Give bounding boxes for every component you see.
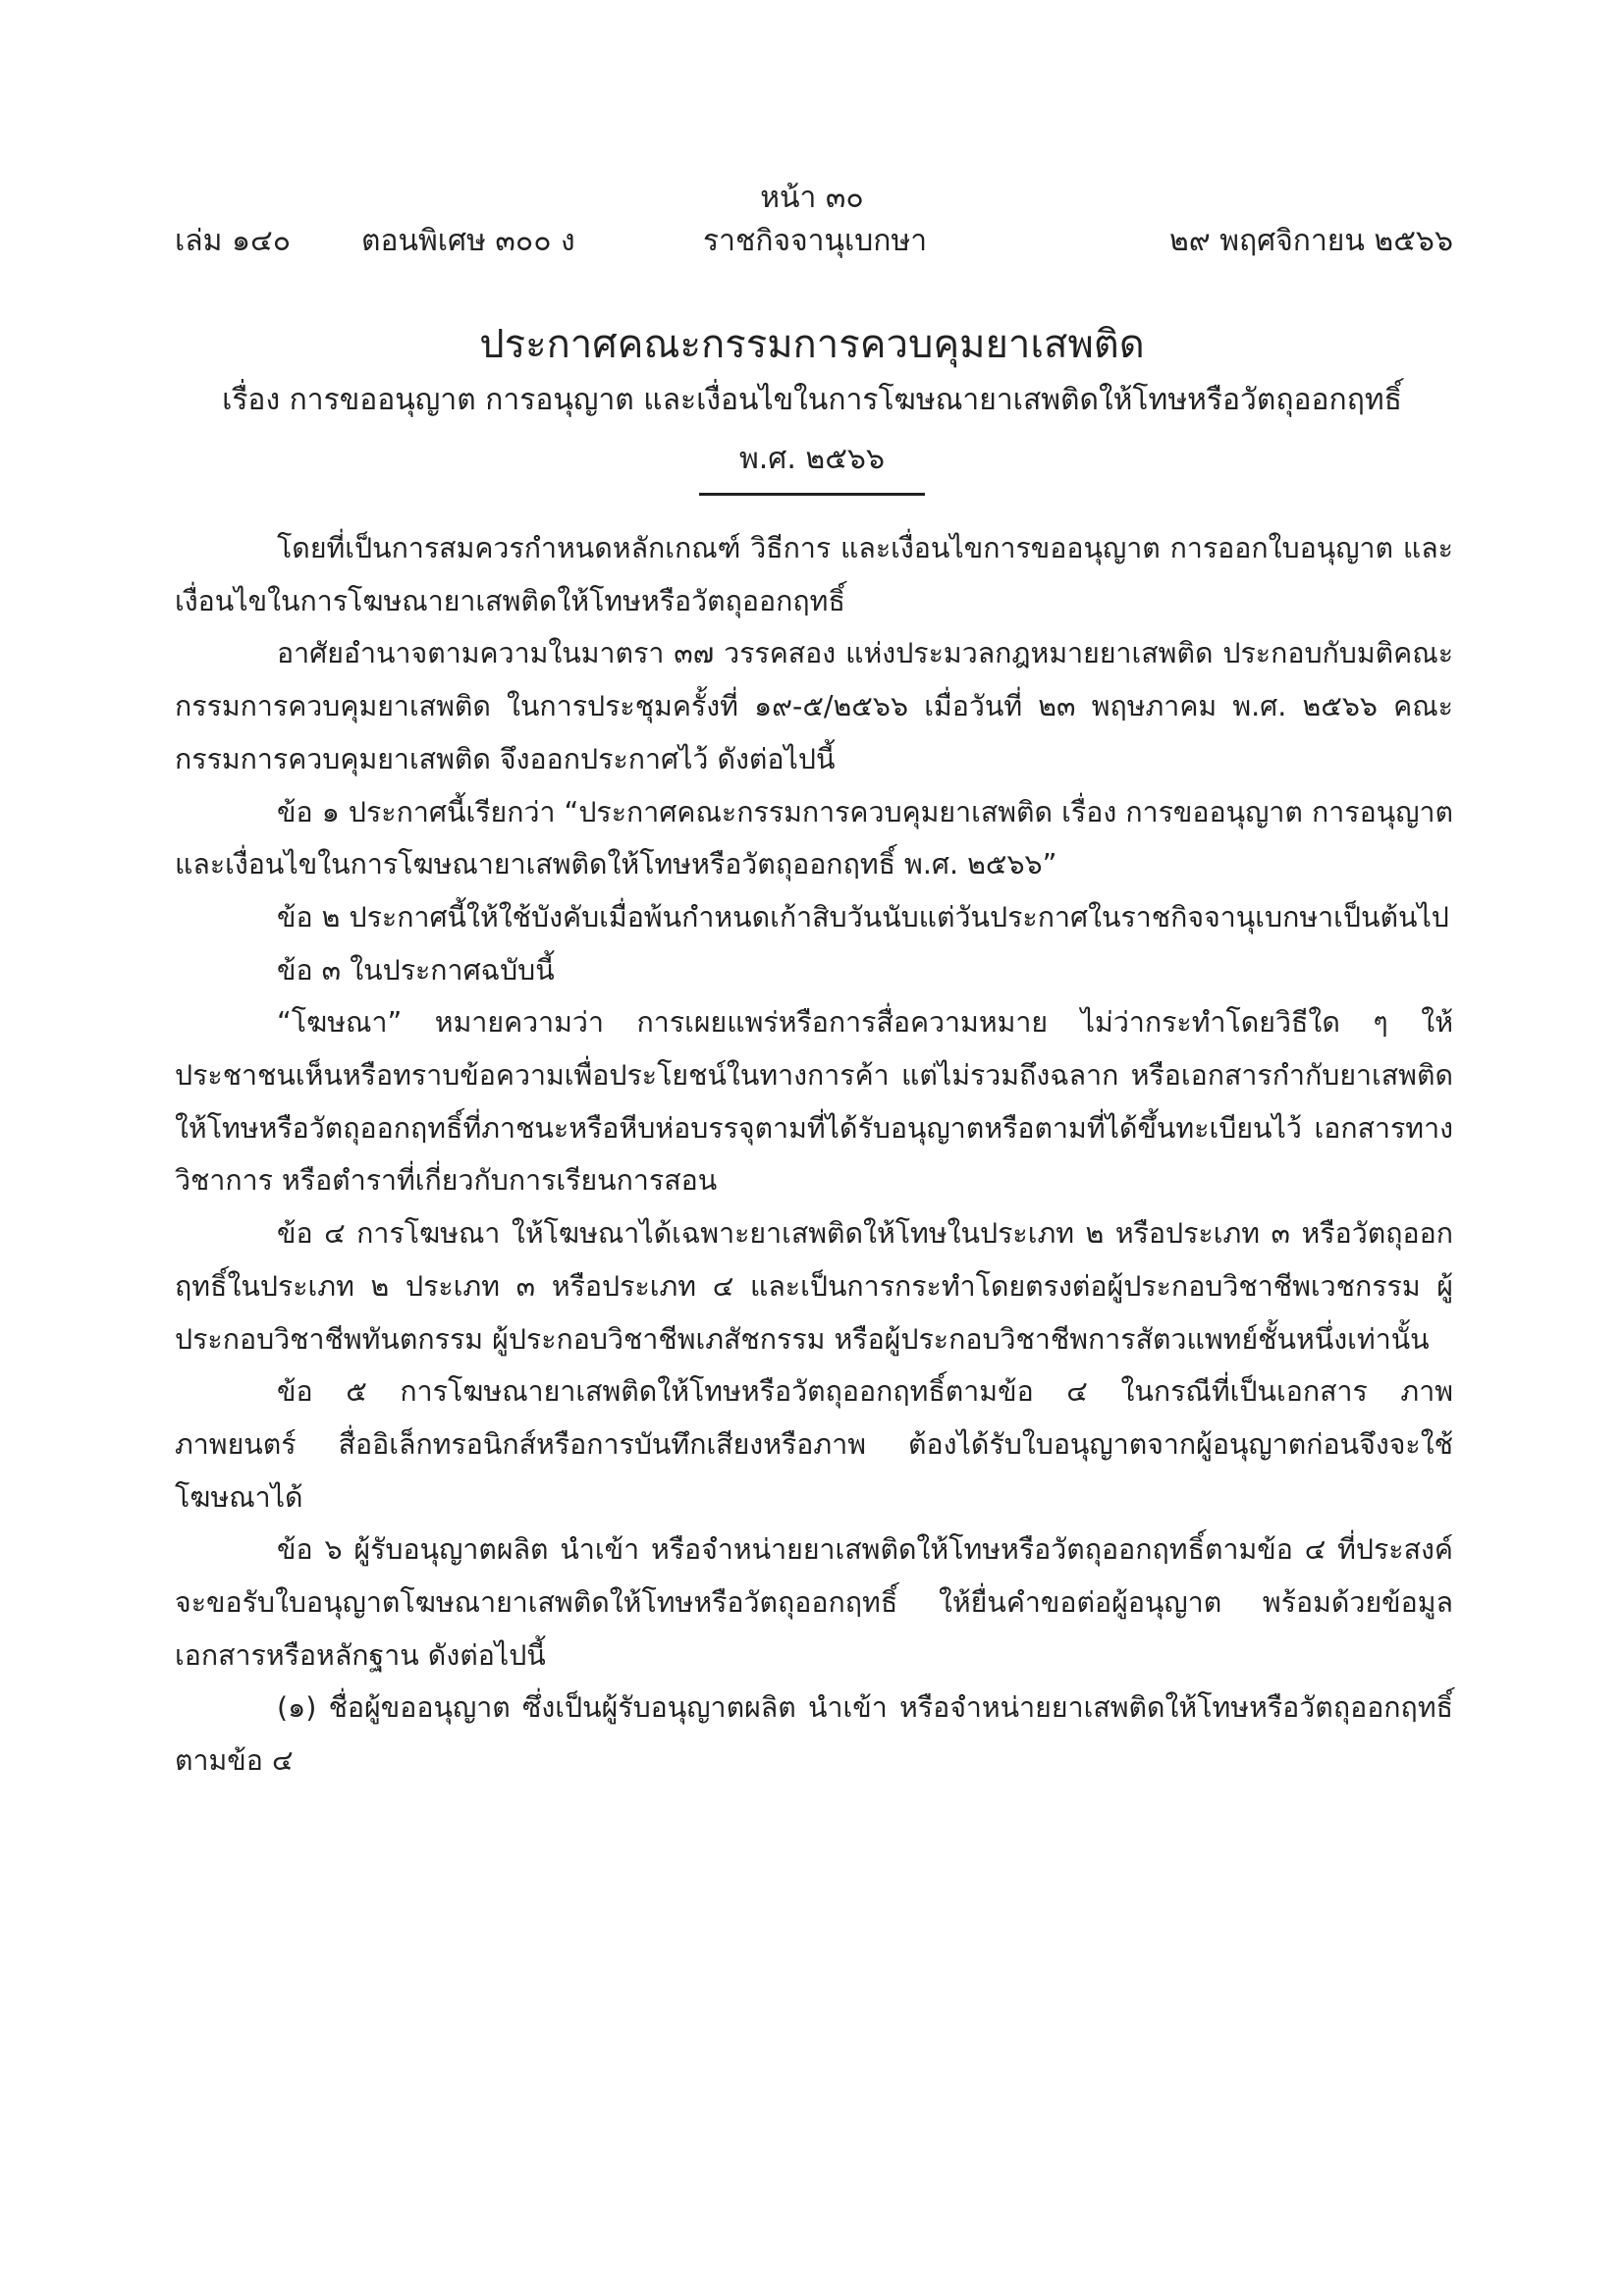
paragraph-clause-5: ข้อ ๕ การโฆษณายาเสพติดให้โทษหรือวัตถุออกฤทธิ์ตามข้อ ๔ ในกรณีที่เป็นเอกสาร ภาพ ภาพยนตร์ สื่ออิเล็กทรอนิกส์หรือการบันทึกเสียงหรือภาพ ต้องได้รับใบอนุญาตจากผู้อนุญาตก่อนจึงจะใช้โฆษณาได้ [175, 1375, 1453, 1514]
paragraph-clause-3: ข้อ ๓ ในประกาศฉบับนี้ [277, 953, 555, 987]
title-divider [699, 493, 925, 496]
paragraph-definition: “โฆษณา” หมายความว่า การเผยแพร่หรือการสื่อความหมาย ไม่ว่ากระทำโดยวิธีใด ๆ ให้ประชาชนเห็นหรือทราบข้อความเพื่อประโยชน์ในทางการค้า แต่ไม่รวมถึงฉลาก หรือเอกสารกำกับยาเสพติดให้โทษหรือวัตถุออกฤทธิ์ที่ภาชนะหรือหีบห่อบรรจุตามที่ได้รับอนุญาตหรือตามที่ได้ขึ้นทะเบียนไว้ เอกสารทางวิชาการ หรือตำราที่เกี่ยวกับการเรียนการสอน [175, 1006, 1453, 1198]
publication-date: ๒๙ พฤศจิกายน ๒๕๖๖ [1168, 224, 1453, 258]
issue-number: ตอนพิเศษ ๓๐๐ ง [361, 224, 575, 258]
document-body [175, 522, 1453, 1788]
document-subject: เรื่อง การขออนุญาต การอนุญาต และเงื่อนไขในการโฆษณายาเสพติดให้โทษหรือวัตถุออกฤทธิ์ [222, 383, 1402, 417]
paragraph-item-1: (๑) ชื่อผู้ขออนุญาต ซึ่งเป็นผู้รับอนุญาตผลิต นำเข้า หรือจำหน่ายยาเสพติดให้โทษหรือวัตถุออกฤทธิ์ตามข้อ ๔ [175, 1691, 1453, 1778]
page-number: หน้า ๓๐ [760, 181, 864, 215]
paragraph-preamble: โดยที่เป็นการสมควรกำหนดหลักเกณฑ์ วิธีการ และเงื่อนไขการขออนุญาต การออกใบอนุญาต และเงื่อนไขในการโฆษณายาเสพติดให้โทษหรือวัตถุออกฤทธิ์ [175, 532, 1453, 617]
paragraph-clause-6: ข้อ ๖ ผู้รับอนุญาตผลิต นำเข้า หรือจำหน่ายยาเสพติดให้โทษหรือวัตถุออกฤทธิ์ตามข้อ ๔ ที่ประสงค์จะขอรับใบอนุญาตโฆษณายาเสพติดให้โทษหรือวัตถุออกฤทธิ์ ให้ยื่นคำขอต่อผู้อนุญาต พร้อมด้วยข้อมูล เอกสารหรือหลักฐาน ดังต่อไปนี้ [175, 1533, 1453, 1672]
gazette-header [175, 218, 1453, 261]
document-title: ประกาศคณะกรรมการควบคุมยาเสพติด [479, 322, 1145, 367]
document-year: พ.ศ. ๒๕๖๖ [739, 442, 885, 476]
paragraph-clause-4: ข้อ ๔ การโฆษณา ให้โฆษณาได้เฉพาะยาเสพติดให้โทษในประเภท ๒ หรือประเภท ๓ หรือวัตถุออกฤทธิ์ในประเภท ๒ ประเภท ๓ หรือประเภท ๔ และเป็นการกระทำโดยตรงต่อผู้ประกอบวิชาชีพเวชกรรม ผู้ประกอบวิชาชีพทันตกรรม ผู้ประกอบวิชาชีพเภสัชกรรม หรือผู้ประกอบวิชาชีพการสัตวแพทย์ชั้นหนึ่งเท่านั้น [175, 1217, 1453, 1356]
volume-number: เล่ม ๑๔๐ [175, 224, 292, 258]
paragraph-clause-1: ข้อ ๑ ประกาศนี้เรียกว่า “ประกาศคณะกรรมการควบคุมยาเสพติด เรื่อง การขออนุญาต การอนุญาต และเงื่อนไขในการโฆษณายาเสพติดให้โทษหรือวัตถุออกฤทธิ์ พ.ศ. ๒๕๖๖” [175, 795, 1453, 881]
gazette-name: ราชกิจจานุเบกษา [703, 224, 928, 258]
paragraph-authority: อาศัยอำนาจตามความในมาตรา ๓๗ วรรคสอง แห่งประมวลกฎหมายยาเสพติด ประกอบกับมติคณะกรรมการควบคุมยาเสพติด ในการประชุมครั้งที่ ๑๙-๕/๒๕๖๖ เมื่อวันที่ ๒๓ พฤษภาคม พ.ศ. ๒๕๖๖ คณะกรรมการควบคุมยาเสพติด จึงออกประกาศไว้ ดังต่อไปนี้ [175, 637, 1453, 775]
paragraph-clause-2: ข้อ ๒ ประกาศนี้ให้ใช้บังคับเมื่อพ้นกำหนดเก้าสิบวันนับแต่วันประกาศในราชกิจจานุเบกษาเป็นต้นไป [277, 900, 1449, 934]
